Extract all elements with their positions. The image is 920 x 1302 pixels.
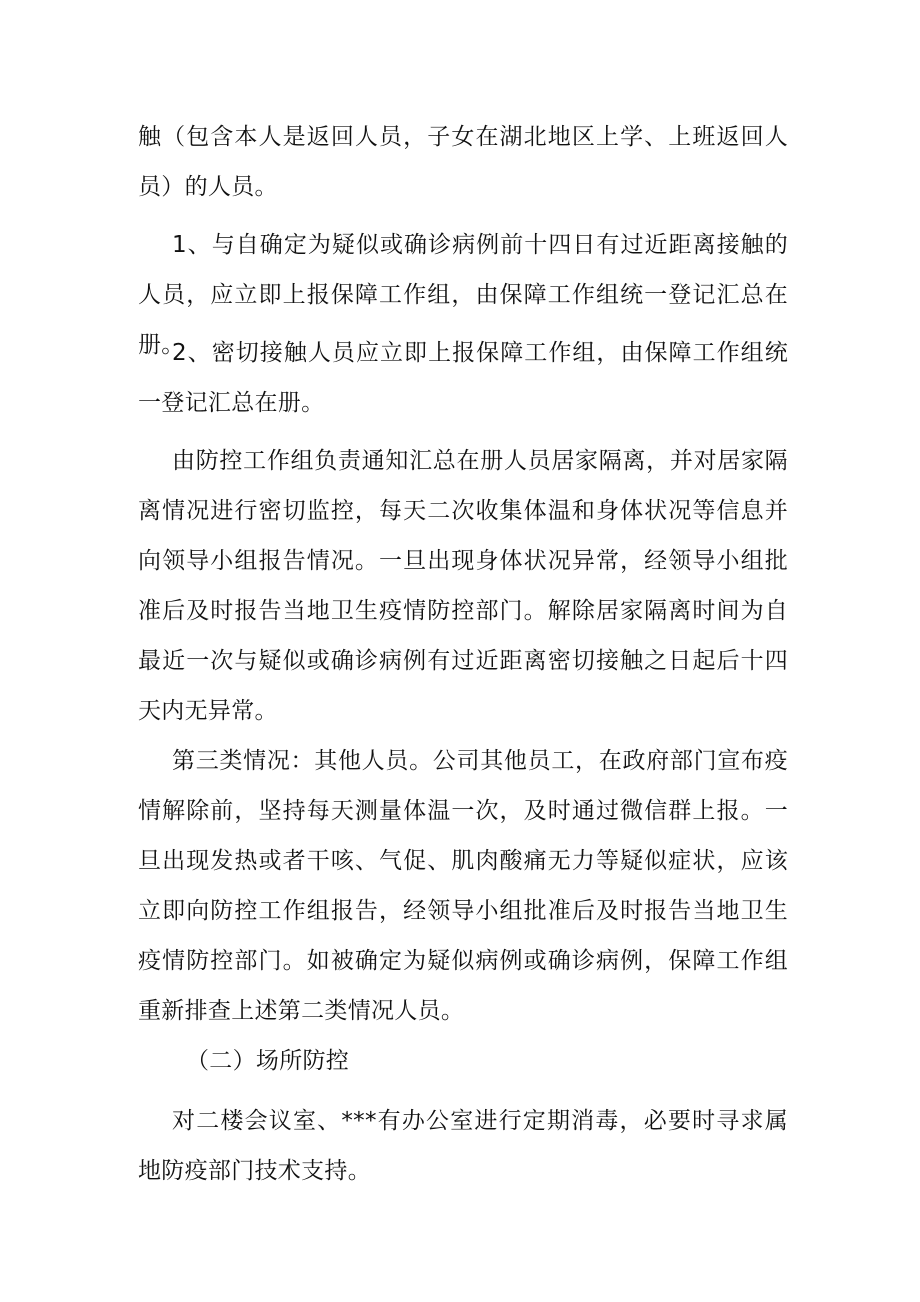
paragraph-item-1: 1、与自确定为疑似或确诊病例前十四日有过近距离接触的人员，应立即上报保障工作组，由保障工作组统一登记汇总在册。 <box>138 232 788 358</box>
paragraph-item-2: 2、密切接触人员应立即上报保障工作组，由保障工作组统一登记汇总在册。 <box>138 340 788 416</box>
paragraph-isolation: 由防控工作组负责通知汇总在册人员居家隔离，并对居家隔离情况进行密切监控，每天二次收集体温和身体状况等信息并向领导小组报告情况。一旦出现身体状况异常，经领导小组批准后及时报告当地卫生疫情防控部门。解除居家隔离时间为自最近一次与疑似或确诊病例有过近距离密切接触之日起后十四天内无异常。 <box>138 448 788 724</box>
paragraph-third-category: 第三类情况：其他人员。公司其他员工，在政府部门宣布疫情解除前，坚持每天测量体温一次，及时通过微信群上报。一旦出现发热或者干咳、气促、肌肉酸痛无力等疑似症状，应该立即向防控工作组报告，经领导小组批准后及时报告当地卫生疫情防控部门。如被确定为疑似病例或确诊病例，保障工作组重新排查上述第二类情况人员。 <box>138 748 788 1024</box>
paragraph-continuation: 触（包含本人是返回人员，子女在湖北地区上学、上班返回人员）的人员。 <box>138 124 788 200</box>
section-heading: （二）场所防控 <box>186 1048 350 1074</box>
paragraph-site-control: 对二楼会议室、***有办公室进行定期消毒，必要时寻求属地防疫部门技术支持。 <box>138 1108 788 1184</box>
